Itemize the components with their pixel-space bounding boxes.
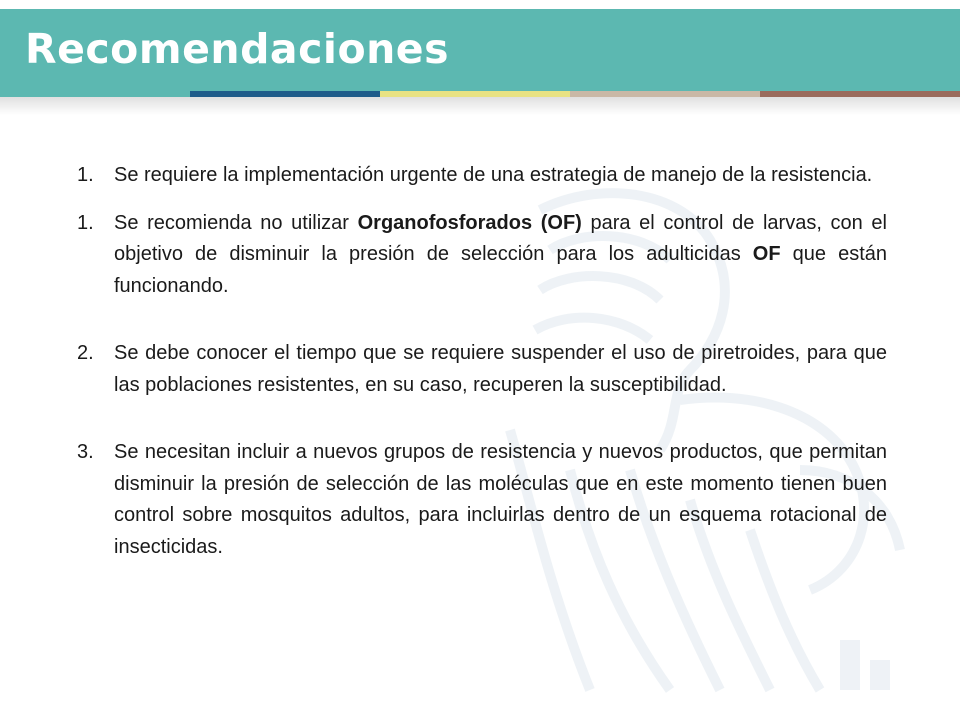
text-segment: que están funcionando. [114,243,887,297]
list-item-text: Se necesitan incluir a nuevos grupos de resistencia y nuevos productos, que permitan disminuir la presión de selección de las moléculas que en este momento tienen buen control sobre mosquitos adultos, para incluirlas dentro de un esquema rotacional de insecticidas. [114,441,887,558]
list-item-text: Se debe conocer el tiempo que se requiere suspender el uso de piretroides, para que las poblaciones resistentes, en su caso, recuperen la susceptibilidad. [114,342,887,396]
bold-term-organofosforados: Organofosforados (OF) [357,211,582,234]
title-bar [0,9,960,91]
page-title: Recomendaciones [25,25,450,73]
text-segment: Se recomienda no utilizar [114,211,358,234]
list-item [77,437,887,563]
list-item [77,208,887,303]
header-shadow [0,97,960,115]
recommendations-list [77,160,887,563]
list-item-text [114,212,887,297]
list-item [77,338,887,401]
list-item [77,160,887,192]
list-item-number: 2. [77,342,94,364]
list-item-number: 1. [77,164,94,186]
text-segment: para el control de larvas, con el objetivo de disminuir la presión de selección para los adulticidas [114,211,887,265]
list-item-text: Se requiere la implementación urgente de una estrategia de manejo de la resistencia. [114,164,873,186]
bold-term-of: OF [752,243,781,265]
list-item-number: 3. [77,441,94,463]
list-item-number: 1. [77,211,94,234]
